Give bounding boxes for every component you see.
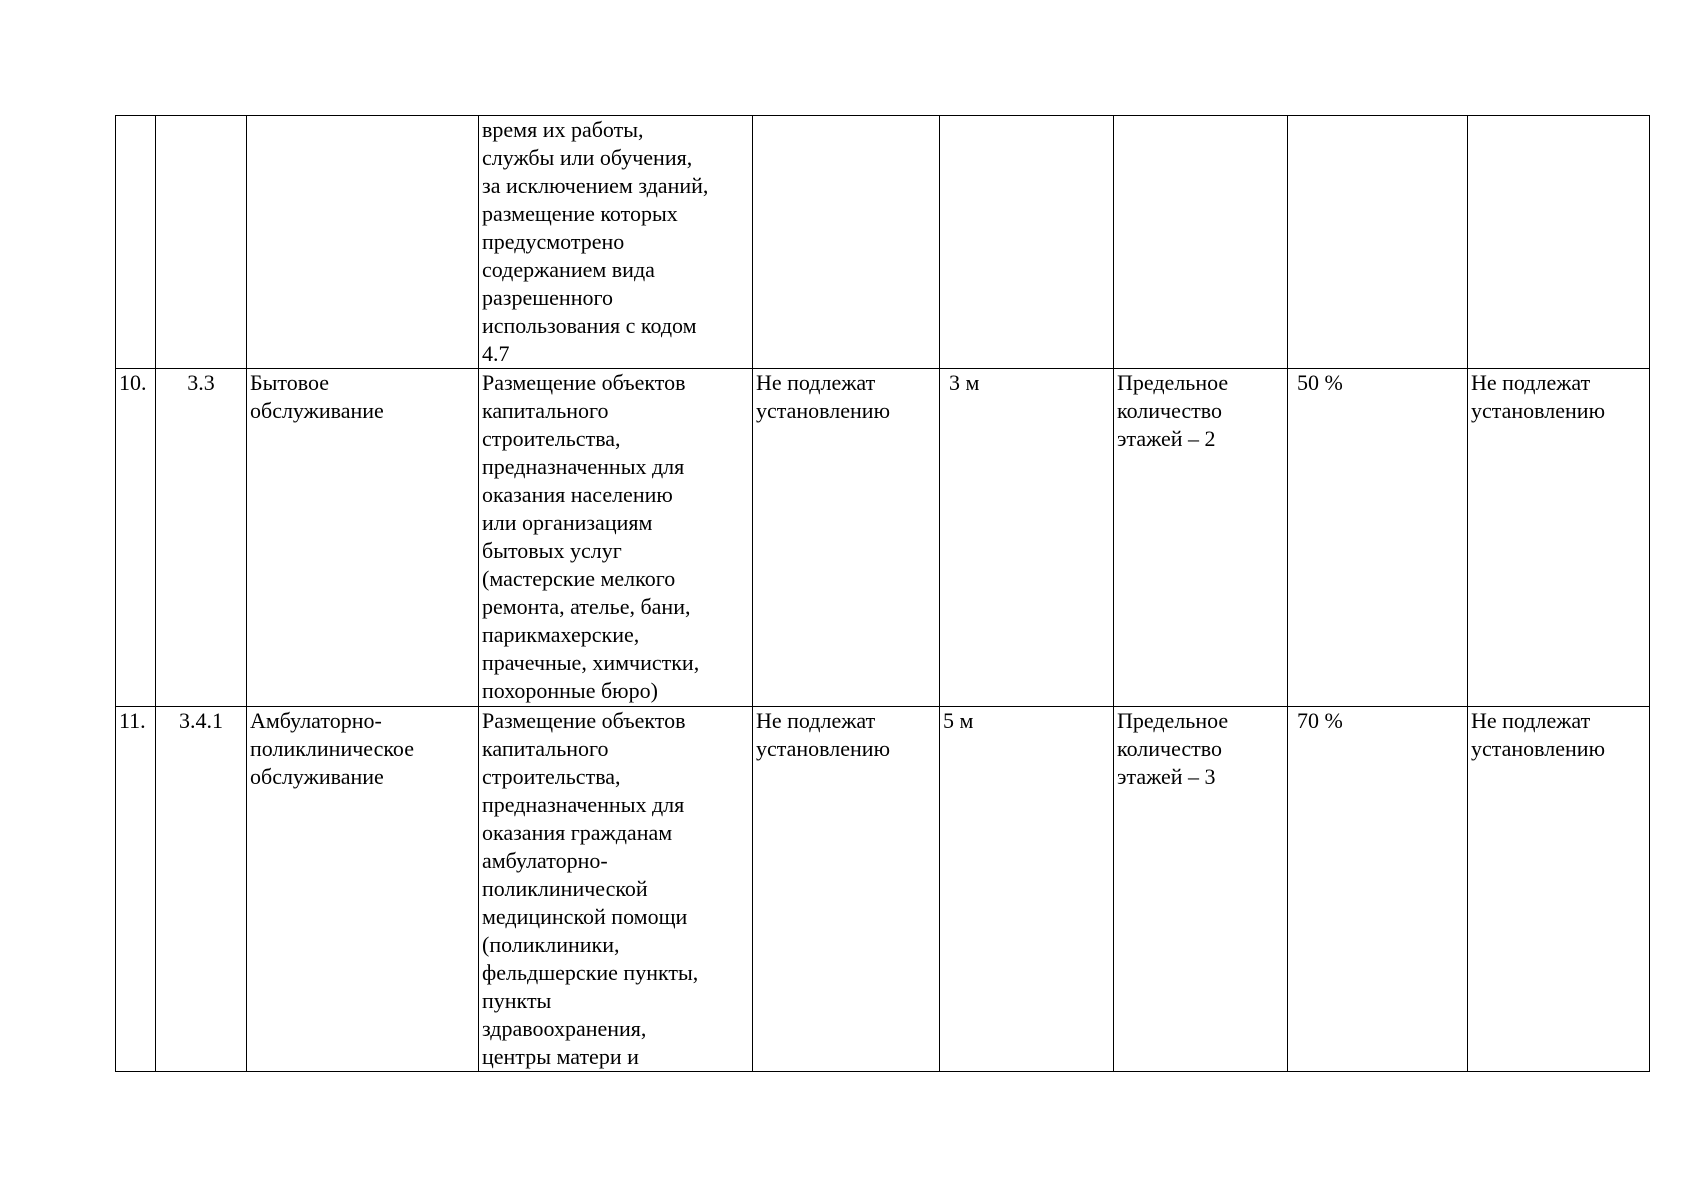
min-size-cell [753, 116, 940, 369]
description-cell: время их работы, службы или обучения, за исключением зданий, размещение которых предусмотрено содержанием вида разрешенного использования с кодом 4.7 [479, 116, 753, 369]
floors-cell: Предельное количество этажей – 2 [1114, 369, 1288, 707]
min-size-cell: Не подлежат установлению [753, 369, 940, 707]
floors-cell [1114, 116, 1288, 369]
code-cell: 3.3 [156, 369, 247, 707]
table-row [116, 707, 1650, 1072]
code-cell: 3.4.1 [156, 707, 247, 1072]
other-cell: Не подлежат установлению [1468, 369, 1650, 707]
row-number-cell: 11. [116, 707, 156, 1072]
coverage-cell: 50 % [1288, 369, 1468, 707]
floors-cell: Предельное количество этажей – 3 [1114, 707, 1288, 1072]
setback-cell [940, 116, 1114, 369]
row-number-cell [116, 116, 156, 369]
table-row [116, 116, 1650, 369]
setback-cell: 5 м [940, 707, 1114, 1072]
min-size-cell: Не подлежат установлению [753, 707, 940, 1072]
coverage-cell: 70 % [1288, 707, 1468, 1072]
name-cell: Бытовое обслуживание [247, 369, 479, 707]
description-cell: Размещение объектов капитального строительства, предназначенных для оказания гражданам амбулаторно- поликлинической медицинской помощи (поликлиники, фельдшерские пункты, пункты здравоохранения, центры матери и [479, 707, 753, 1072]
table-row [116, 369, 1650, 707]
name-cell: Амбулаторно- поликлиническое обслуживание [247, 707, 479, 1072]
land-use-regulations-table [115, 115, 1650, 1072]
coverage-cell [1288, 116, 1468, 369]
row-number-cell: 10. [116, 369, 156, 707]
name-cell [247, 116, 479, 369]
setback-cell: 3 м [940, 369, 1114, 707]
other-cell [1468, 116, 1650, 369]
description-cell: Размещение объектов капитального строительства, предназначенных для оказания населению или организациям бытовых услуг (мастерские мелкого ремонта, ателье, бани, парикмахерские, прачечные, химчистки, похоронные бюро) [479, 369, 753, 707]
code-cell [156, 116, 247, 369]
other-cell: Не подлежат установлению [1468, 707, 1650, 1072]
